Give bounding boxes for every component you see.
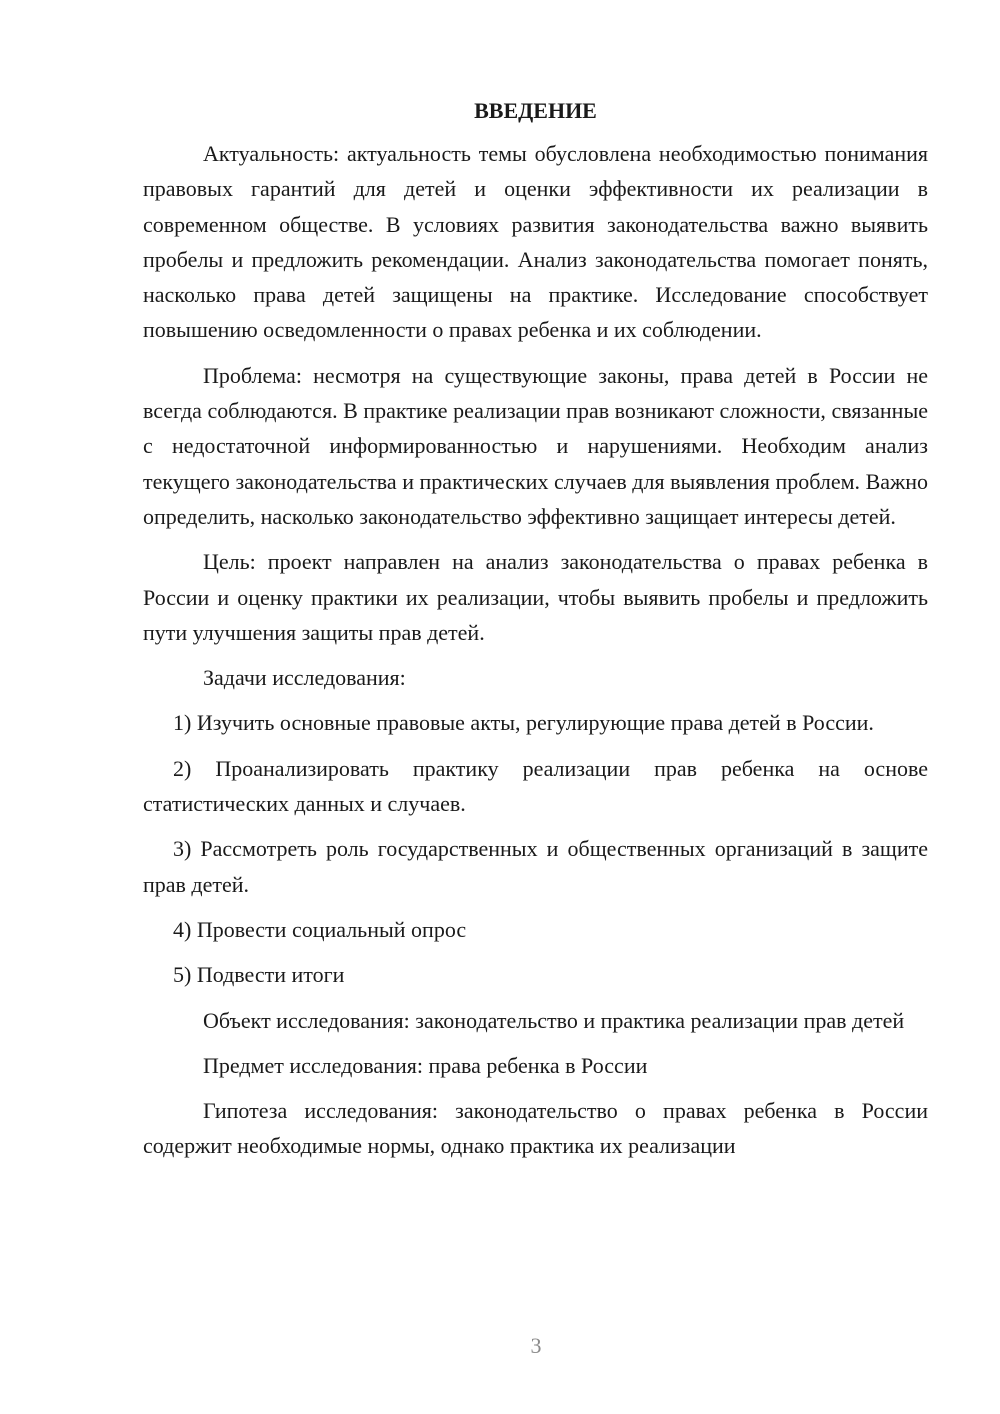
- paragraph-object: Объект исследования: законодательство и практика реализации прав детей: [203, 1007, 905, 1033]
- task-item-1: 1) Изучить основные правовые акты, регулирующие права детей в России.: [173, 710, 874, 736]
- paragraph-relevance: Актуальность: актуальность темы обусловлена необходимостью понимания правовых гарантий для детей и оценки эффективности их реализации в современном обществе. В условиях развития законодательства важно выявить пробелы и предложить рекомендации. Анализ законодательства помогает понять, насколько права детей защищены на практике. Исследование способствует повышению осведомленности о правах ребенка и их соблюдении.: [143, 141, 928, 343]
- paragraph-tasks-intro: Задачи исследования:: [203, 665, 406, 691]
- section-heading: ВВЕДЕНИЕ: [474, 98, 597, 123]
- page-number: 3: [530, 1333, 542, 1358]
- page-content: [143, 96, 928, 1174]
- paragraph-goal: Цель: проект направлен на анализ законодательства о правах ребенка в России и оценку практики их реализации, чтобы выявить пробелы и предложить пути улучшения защиты прав детей.: [143, 549, 928, 645]
- task-item-4: 4) Провести социальный опрос: [173, 916, 467, 942]
- task-item-3: 3) Рассмотреть роль государственных и общественных организаций в защите прав детей.: [143, 836, 928, 897]
- task-item-2: 2) Проанализировать практику реализации прав ребенка на основе статистических данных и случаев.: [143, 755, 928, 817]
- task-item-5: 5) Подвести итоги: [173, 962, 345, 988]
- paragraph-hypothesis: Гипотеза исследования: законодательство о правах ребенка в России содержит необходимые нормы, однако практика их реализации: [143, 1098, 928, 1159]
- paragraph-subject: Предмет исследования: права ребенка в России: [203, 1052, 648, 1078]
- paragraph-problem: Проблема: несмотря на существующие законы, права детей в России не всегда соблюдаются. В практике реализации прав возникают сложности, связанные с недостаточной информированностью и нарушениями. Необходим анализ текущего законодательства и практических случаев для выявления проблем. Важно определить, насколько законодательство эффективно защищает интересы детей.: [143, 362, 928, 529]
